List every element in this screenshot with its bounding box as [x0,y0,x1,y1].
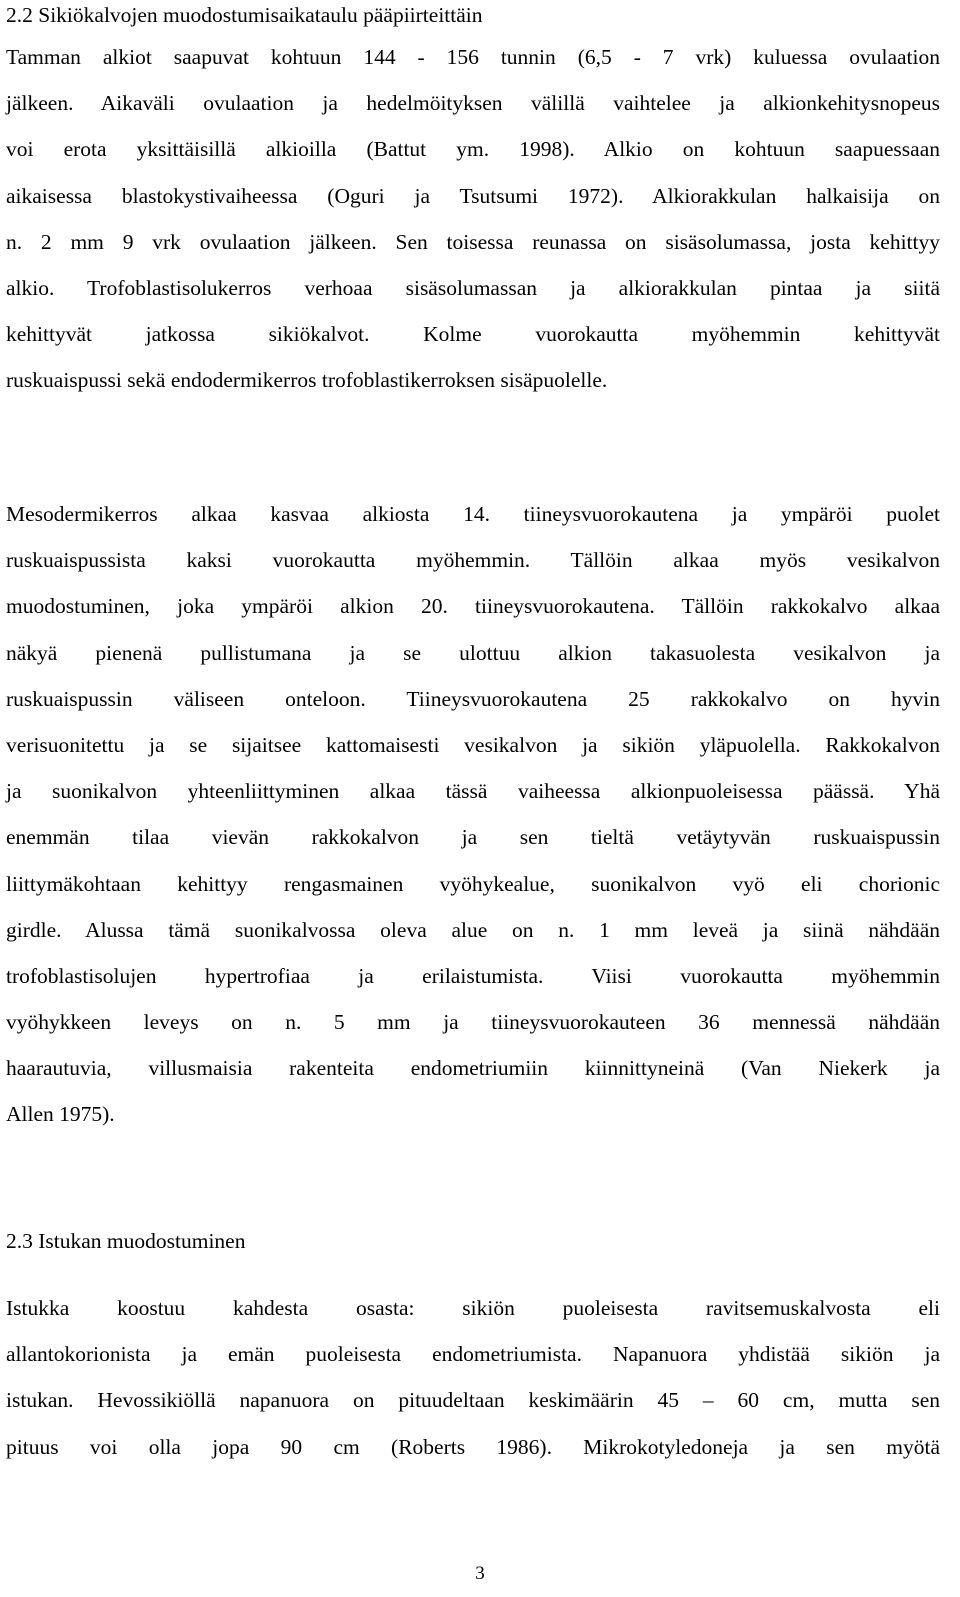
text-line: ruskuaispussi sekä endodermikerros trofoblastikerroksen sisäpuolelle. [6,368,608,393]
page-number: 3 [475,1563,485,1584]
text-line: n. 2 mm 9 vrk ovulaation jälkeen. Sen toisessa reunassa on sisäsolumassa, josta kehittyy [6,229,940,254]
text-line: allantokorionista ja emän puoleisesta endometriumista. Napanuora yhdistää sikiön ja [6,1342,940,1367]
text-line: alkio. Trofoblastisolukerros verhoaa sisäsolumassan ja alkiorakkulan pintaa ja siitä [6,275,940,300]
text-line: ruskuaispussista kaksi vuorokautta myöhemmin. Tällöin alkaa myös vesikalvon [6,548,940,573]
text-line: enemmän tilaa vievän rakkokalvon ja sen tieltä vetäytyvän ruskuaispussin [6,825,940,850]
paragraph-mesoderm-development [6,491,940,1138]
text-line: vyöhykkeen leveys on n. 5 mm ja tiineysvuorokauteen 36 mennessä nähdään [6,1010,940,1035]
text-line: verisuonitettu ja se sijaitsee kattomaisesti vesikalvon ja sikiön yläpuolella. Rakkokalvon [6,732,940,757]
text-line: muodostuminen, joka ympäröi alkion 20. tiineysvuorokautena. Tällöin rakkokalvo alkaa [6,594,940,619]
text-line: trofoblastisolujen hypertrofiaa ja erilaistumista. Viisi vuorokautta myöhemmin [6,963,940,988]
text-line: pituus voi olla jopa 90 cm (Roberts 1986). Mikrokotyledoneja ja sen myötä [6,1434,940,1459]
section-heading-2-3: 2.3 Istukan muodostuminen [6,1229,246,1253]
text-line: liittymäkohtaan kehittyy rengasmainen vyöhykealue, suonikalvon vyö eli chorionic [6,871,940,896]
text-line: voi erota yksittäisillä alkioilla (Battut ym. 1998). Alkio on kohtuun saapuessaan [6,137,940,162]
text-line: kehittyvät jatkossa sikiökalvot. Kolme vuorokautta myöhemmin kehittyvät [6,322,940,347]
text-line: haarautuvia, villusmaisia rakenteita endometriumiin kiinnittyneinä (Van Niekerk ja [6,1056,940,1081]
section-heading-2-2: 2.2 Sikiökalvojen muodostumisaikataulu pääpiirteittäin [6,3,483,27]
text-line: jälkeen. Aikaväli ovulaation ja hedelmöityksen välillä vaihtelee ja alkionkehitysnopeus [6,91,940,116]
paragraph-embryo-arrival [6,34,940,404]
paragraph-placenta-structure [6,1285,940,1470]
text-line: Istukka koostuu kahdesta osasta: sikiön puoleisesta ravitsemuskalvosta eli [6,1296,940,1320]
text-line: Mesodermikerros alkaa kasvaa alkiosta 14. tiineysvuorokautena ja ympäröi puolet [6,502,940,526]
text-line: aikaisessa blastokystivaiheessa (Oguri ja Tsutsumi 1972). Alkiorakkulan halkaisija on [6,183,940,208]
text-line: Allen 1975). [6,1102,115,1127]
text-line: ruskuaispussin väliseen onteloon. Tiineysvuorokautena 25 rakkokalvo on hyvin [6,686,940,711]
text-line: ja suonikalvon yhteenliittyminen alkaa tässä vaiheessa alkionpuoleisessa päässä. Yhä [6,779,940,804]
text-line: istukan. Hevossikiöllä napanuora on pituudeltaan keskimäärin 45 – 60 cm, mutta sen [6,1388,940,1413]
text-line: girdle. Alussa tämä suonikalvossa oleva alue on n. 1 mm leveä ja siinä nähdään [6,917,940,942]
text-line: Tamman alkiot saapuvat kohtuun 144 - 156 tunnin (6,5 - 7 vrk) kuluessa ovulaation [6,45,940,69]
text-line: näkyä pienenä pullistumana ja se ulottuu alkion takasuolesta vesikalvon ja [6,640,940,665]
